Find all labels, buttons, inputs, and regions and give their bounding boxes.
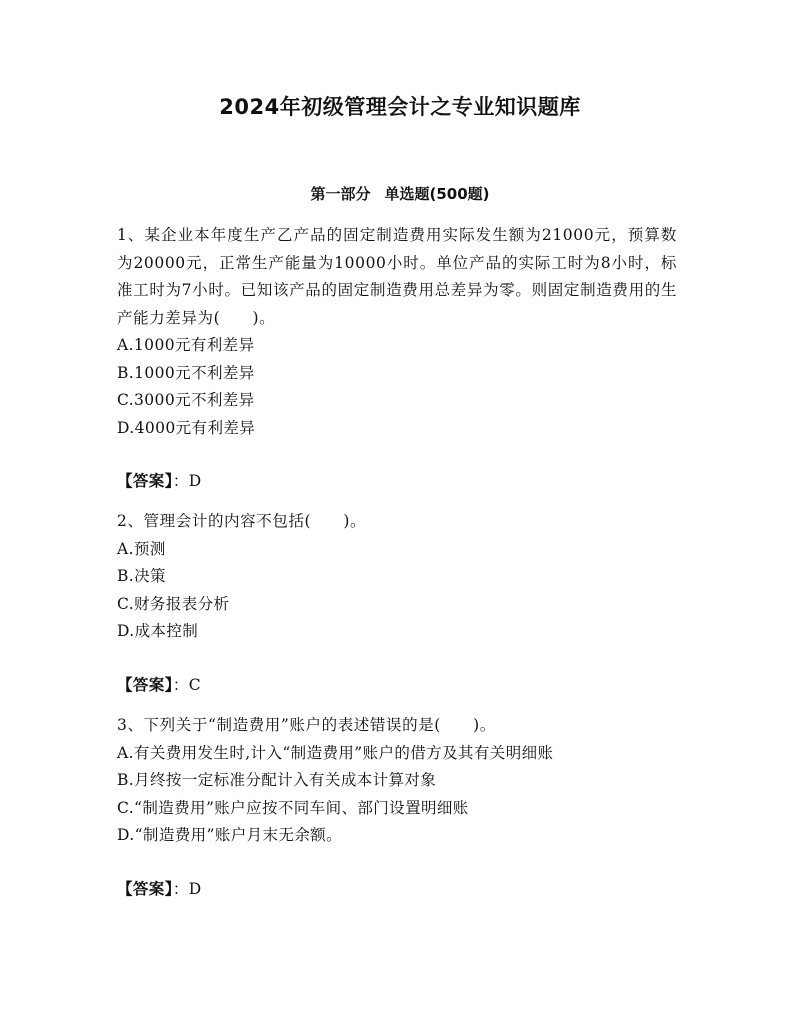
option-b: B.月终按一定标准分配计入有关成本计算对象: [117, 771, 437, 789]
answer-3: [117, 877, 202, 901]
option-b: B.1000元不利差异: [117, 363, 255, 382]
option-a: A.预测: [117, 539, 166, 558]
answer-2: [117, 673, 201, 697]
section-heading: [0, 182, 800, 206]
option-d: D.“制造费用”账户月末无余额。: [117, 826, 343, 844]
option-a: A.1000元有利差异: [117, 336, 255, 354]
option-d: D.成本控制: [117, 622, 199, 640]
option-a: A.有关费用发生时,计入“制造费用”账户的借方及其有关明细账: [117, 743, 554, 762]
answer-value: C: [188, 676, 202, 694]
answer-separator: ：: [172, 676, 189, 694]
answer-label: 【答案】: [117, 880, 173, 898]
answer-label: 【答案】: [117, 676, 173, 694]
answer-1: [117, 469, 202, 493]
option-d: D.4000元有利差异: [117, 418, 256, 437]
answer-separator: ：: [172, 880, 189, 898]
answer-separator: ：: [172, 472, 189, 490]
document-title: 2024年初级管理会计之专业知识题库: [219, 95, 581, 119]
option-c: C.“制造费用”账户应按不同车间、部门设置明细账: [117, 798, 469, 817]
question-3: [117, 712, 677, 850]
answer-value: D: [188, 472, 202, 490]
section-part: 第一部分: [310, 185, 371, 203]
answer-label: 【答案】: [117, 472, 173, 490]
option-b: B.决策: [117, 567, 166, 585]
option-c: C.3000元不利差异: [117, 391, 255, 409]
question-1: [117, 222, 677, 442]
question-stem: 3、下列关于“制造费用”账户的表述错误的是( )。: [117, 716, 496, 734]
answer-value: D: [188, 880, 202, 898]
question-2: [117, 508, 677, 646]
question-stem: 2、管理会计的内容不包括( )。: [117, 512, 367, 530]
question-stem: 1、某企业本年度生产乙产品的固定制造费用实际发生额为21000元，预算数为20000元，正常生产能量为10000小时。单位产品的实际工时为8小时，标准工时为7小时。已知该产品的固定制造费用总差异为零。则固定制造费用的生产能力差异为( )。: [117, 226, 677, 327]
section-type: 单选题(500题): [384, 185, 490, 203]
option-c: C.财务报表分析: [117, 594, 230, 613]
